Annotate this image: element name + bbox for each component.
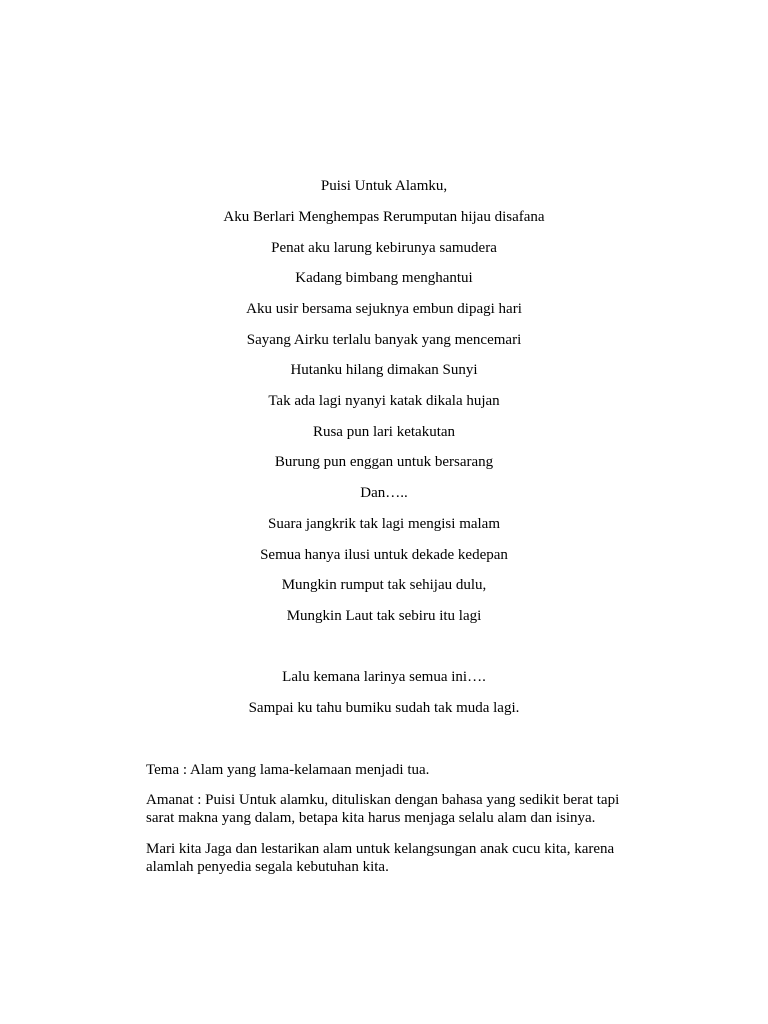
poem-line: Aku usir bersama sejuknya embun dipagi hari [246, 301, 522, 317]
poem-line: Hutanku hilang dimakan Sunyi [290, 362, 478, 378]
amanat-paragraph: Amanat : Puisi Untuk alamku, dituliskan dengan bahasa yang sedikit berat tapi sarat makna yang dalam, betapa kita harus menjaga selalu alam dan isinya. [146, 792, 620, 826]
poem-line: Lalu kemana larinya semua ini…. [282, 669, 486, 685]
poem-line: Suara jangkrik tak lagi mengisi malam [267, 516, 501, 532]
ajakan-paragraph: Mari kita Jaga dan lestarikan alam untuk kelangsungan anak cucu kita, karena alamlah penyedia segala kebutuhan kita. [146, 841, 615, 875]
poem-line: Dan….. [360, 485, 408, 501]
poem-line: Sayang Airku terlalu banyak yang mencemari [246, 332, 522, 348]
poem-line: Aku Berlari Menghempas Rerumputan hijau disafana [223, 209, 545, 225]
poem-line: Mungkin Laut tak sebiru itu lagi [286, 608, 482, 624]
poem-line: Mungkin rumput tak sehijau dulu, [281, 577, 487, 593]
poem-line: Tak ada lagi nyanyi katak dikala hujan [268, 393, 500, 409]
poem-line: Kadang bimbang menghantui [295, 270, 473, 286]
tema-paragraph: Tema : Alam yang lama-kelamaan menjadi tua. [146, 762, 430, 778]
poem-line: Semua hanya ilusi untuk dekade kedepan [260, 547, 508, 563]
poem-title: Puisi Untuk Alamku, [320, 178, 448, 194]
poem-line: Penat aku larung kebirunya samudera [271, 240, 497, 256]
poem-line: Rusa pun lari ketakutan [312, 424, 456, 440]
poem-line: Sampai ku tahu bumiku sudah tak muda lagi. [248, 700, 520, 716]
poem-line: Burung pun enggan untuk bersarang [274, 454, 494, 470]
